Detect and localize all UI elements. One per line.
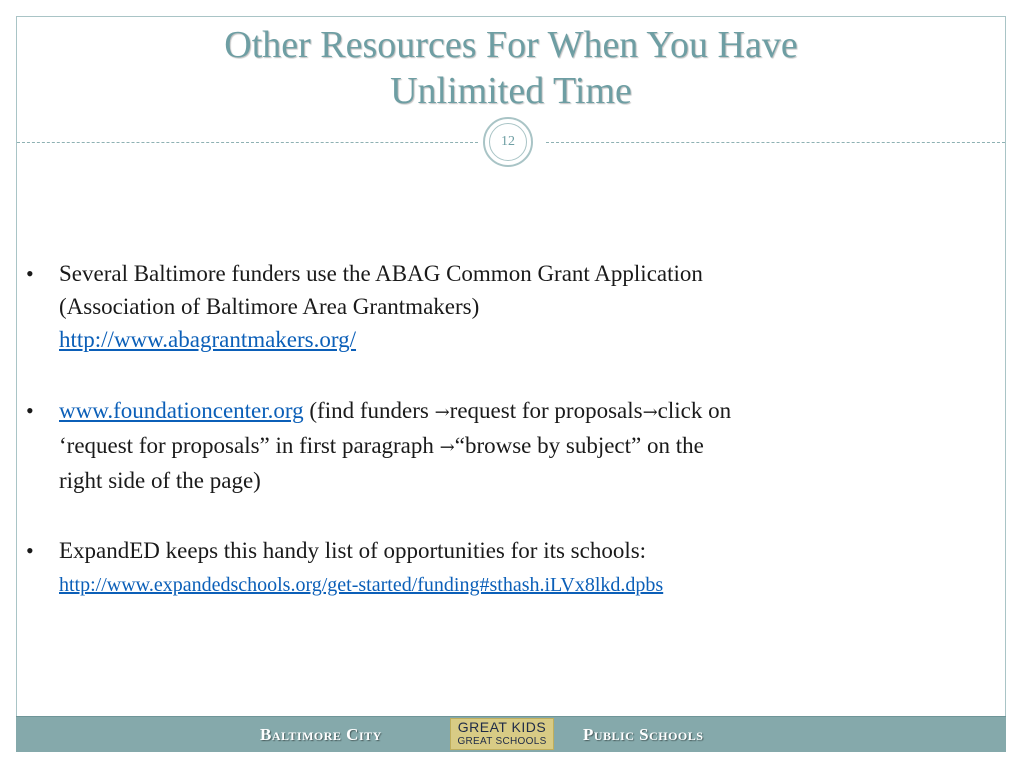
bullet-list (24, 257, 999, 602)
footer-bar (16, 716, 1006, 752)
slide-title (16, 22, 1006, 114)
footer-right-text: Public Schools (583, 725, 704, 744)
bullet-text: “browse by subject” on the (454, 433, 704, 458)
bullet-item-expanded (24, 534, 999, 602)
great-kids-logo (450, 718, 554, 750)
bullet-text: • Several Baltimore funders use the ABAG Common Grant Application (59, 261, 703, 286)
abag-link[interactable]: http://www.abagrantmakers.org/ (59, 327, 357, 352)
expanded-schools-link[interactable]: http://www.expandedschools.org/get-started/funding#sthash.iLVx8lkd.dpbs (59, 574, 664, 596)
logo-top-text: GREAT KIDS (457, 719, 547, 735)
logo-bottom-text: GREAT SCHOOLS (457, 736, 547, 747)
title-line-2: Unlimited Time (390, 70, 632, 112)
bullet-item-foundation-center (24, 394, 999, 497)
title-divider-left (17, 142, 478, 143)
title-line-1: Other Resources For When You Have (224, 24, 798, 66)
page-number: 12 (489, 123, 527, 161)
arrow-icon: → (642, 402, 658, 423)
bullet-item-abag (24, 257, 999, 356)
footer-left-text: Baltimore City (260, 725, 382, 744)
title-divider-right (546, 142, 1005, 143)
bullet-text: (Association of Baltimore Area Grantmakers) (59, 294, 480, 319)
bullet-text: click on (657, 398, 732, 423)
arrow-icon: → (434, 402, 450, 423)
bullet-text: request for proposals (449, 398, 643, 423)
page-number-badge (483, 117, 533, 167)
arrow-icon: → (439, 437, 455, 458)
bullet-text: ‘request for proposals” in first paragraph (59, 433, 440, 458)
foundation-center-link[interactable]: www.foundationcenter.org (59, 398, 304, 423)
bullet-text: right side of the page) (59, 468, 261, 493)
bullet-text: • ExpandED keeps this handy list of opportunities for its schools: (59, 538, 647, 563)
bullet-text: (find funders (303, 398, 435, 423)
